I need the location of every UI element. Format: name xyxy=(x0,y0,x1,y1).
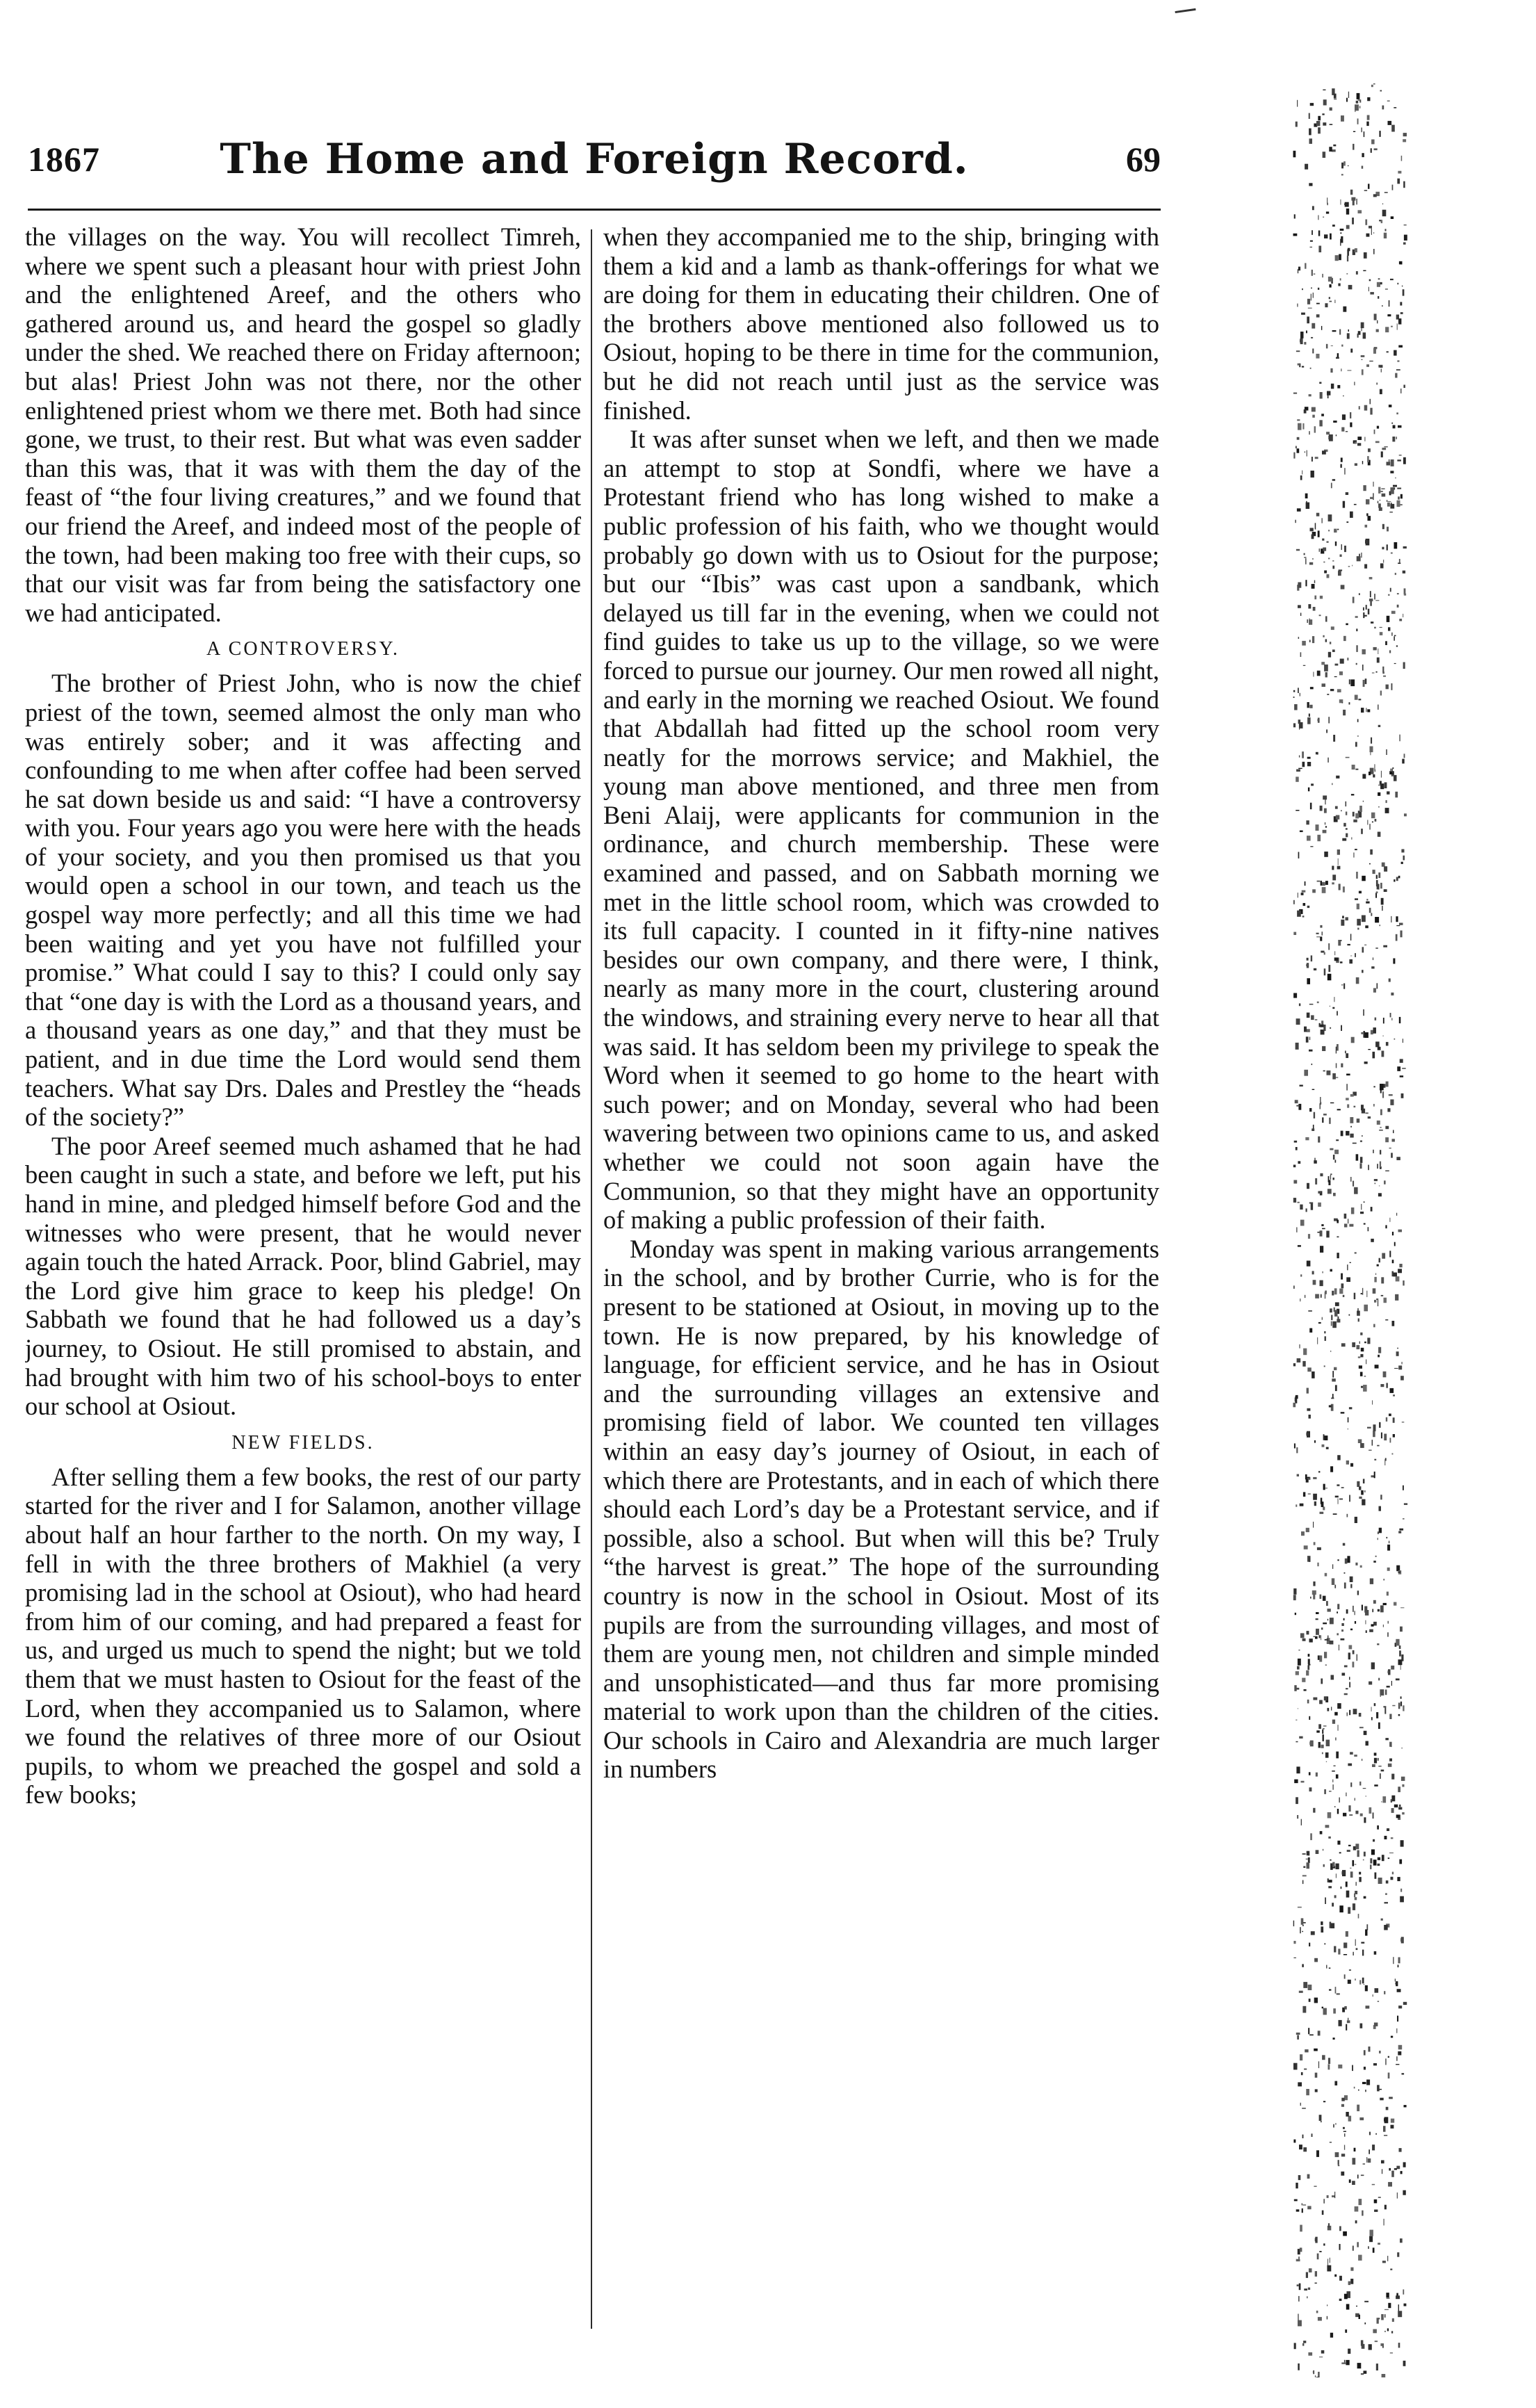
right-column xyxy=(603,222,1159,2336)
section-heading: A CONTROVERSY. xyxy=(206,638,400,660)
paragraph: It was after sunset when we left, and then we made an attempt to stop at Sondfi, where we have a Protestant friend who has long wished to make a public profession of his faith, who we thought would probably go down with us to Osiout for the purpose; but our “Ibis” was cast upon a sandbank, which delayed us till far in the evening, when we could not find guides to take us up to the village, so we were forced to pursue our journey. Our men rowed all night, and early in the morning we reached Osiout. We found that Abdallah had fitted up the school room very neatly for the morrows service; and Makhiel, the young man above mentioned, and three men from Beni Alaij, were applicants for communion in the ordinance, and church membership. These were examined and passed, and on Sabbath morning we met in the little school room, which was crowded to its full capacity. I counted in it fifty-nine natives besides our own company, and there were, I think, nearly as many more in the court, clustering around the windows, and straining every nerve to hear all that was said. It has seldom been my privilege to speak the Word when it seemed to go home to the heart with such power; and on Monday, several who had been wavering between two opinions came to us, and asked whether we could not soon again have the Communion, so that they might have an opportunity of making a public profession of their faith. xyxy=(603,425,1159,1235)
paragraph: when they accompanied me to the ship, bringing with them a kid and a lamb as thank-offerings for what we are doing for them in educating their children. One of the brothers above mentioned also followed us to Osiout, hoping to be there in time for the communion, but he did not reach until just as the service was finished. xyxy=(603,222,1159,425)
page-number: 69 xyxy=(1126,140,1161,179)
section-heading: NEW FIELDS. xyxy=(231,1431,375,1454)
left-column xyxy=(25,222,581,2336)
column-divider xyxy=(591,229,592,2329)
paragraph: the villages on the way. You will recollect Timreh, where we spent such a pleasant hour with priest John and the enlightened Areef, and the others who gathered around us, and heard the gospel so gladly under the shed. We reached there on Friday afternoon; but alas! Priest John was not there, nor the other enlightened priest whom we there met. Both had since gone, we trust, to their rest. But what was even sadder than this was, that it was with them the day of the feast of “the four living creatures,” and we found that our friend the Areef, and indeed most of the people of the town, had been making too free with their cups, so that our visit was far from being the satisfactory one we had anticipated. xyxy=(25,222,581,627)
header-rule xyxy=(28,209,1161,211)
paragraph: The brother of Priest John, who is now the chief priest of the town, seemed almost the only man who was entirely sober; and it was affecting and confounding to me when after coffee had been served he sat down beside us and said: “I have a controversy with you. Four years ago you were here with the heads of your society, and you then promised us that you would open a school in our town, and teach us the gospel way more perfectly; and all this time we had been waiting and yet you have not fulfilled your promise.” What could I say to this? I could only say that “one day is with the Lord as a thousand years, and a thousand years as one day,” and that they must be patient, and in due time the Lord would send them teachers. What say Drs. Dales and Prestley the “heads of the society?” xyxy=(25,669,581,1132)
noise-specks xyxy=(1293,83,1407,2377)
bleed-through-noise xyxy=(1279,83,1411,2377)
paragraph: The poor Areef seemed much ashamed that he had been caught in such a state, and before we left, put his hand in mine, and pledged himself before God and the witnesses who were present, that he would never again touch the hated Arrack. Poor, blind Gabriel, may the Lord give him grace to keep his pledge! On Sabbath we found that he had followed us a day’s journey, to Osiout. He still promised to abstain, and had brought with him two of his school-boys to enter our school at Osiout. xyxy=(25,1131,581,1421)
paragraph: After selling them a few books, the rest of our party started for the river and I for Salamon, another village about half an hour farther to the north. On my way, I fell in with the three brothers of Makhiel (a very promising lad in the school at Osiout), who had heard from him of our coming, and had prepared a feast for us, and urged us much to spend the night; but we told them that we must hasten to Osiout for the feast of the Lord, when they accompanied us to Salamon, where we found the relatives of three more of our Osiout pupils, to whom we preached the gospel and sold a few books; xyxy=(25,1462,581,1809)
header-year: 1867 xyxy=(28,140,100,179)
paragraph: Monday was spent in making various arrangements in the school, and by brother Currie, who is for the present to be stationed at Osiout, in moving up to the town. He is now prepared, by his knowledge of language, for efficient service, and he has in Osiout and the surrounding villages an extensive and promising field of labor. We counted ten villages within an easy day’s journey of Osiout, in each of which there are Protestants, and in each of which there should each Lord’s day be a Protestant service, and if possible, also a school. But when will this be? Truly “the harvest is great.” The hope of the surrounding country is now in the school in Osiout. Most of its pupils are from the surrounding villages, and most of them are young men, not children and simple minded and unsophisticated—and thus far more promising material to work upon than the children of the cities. Our schools in Cairo and Alexandria are much larger in numbers xyxy=(603,1234,1159,1784)
header-title: The Home and Foreign Record. xyxy=(220,135,969,184)
running-header xyxy=(28,135,1161,195)
print-speck xyxy=(1168,4,1195,14)
